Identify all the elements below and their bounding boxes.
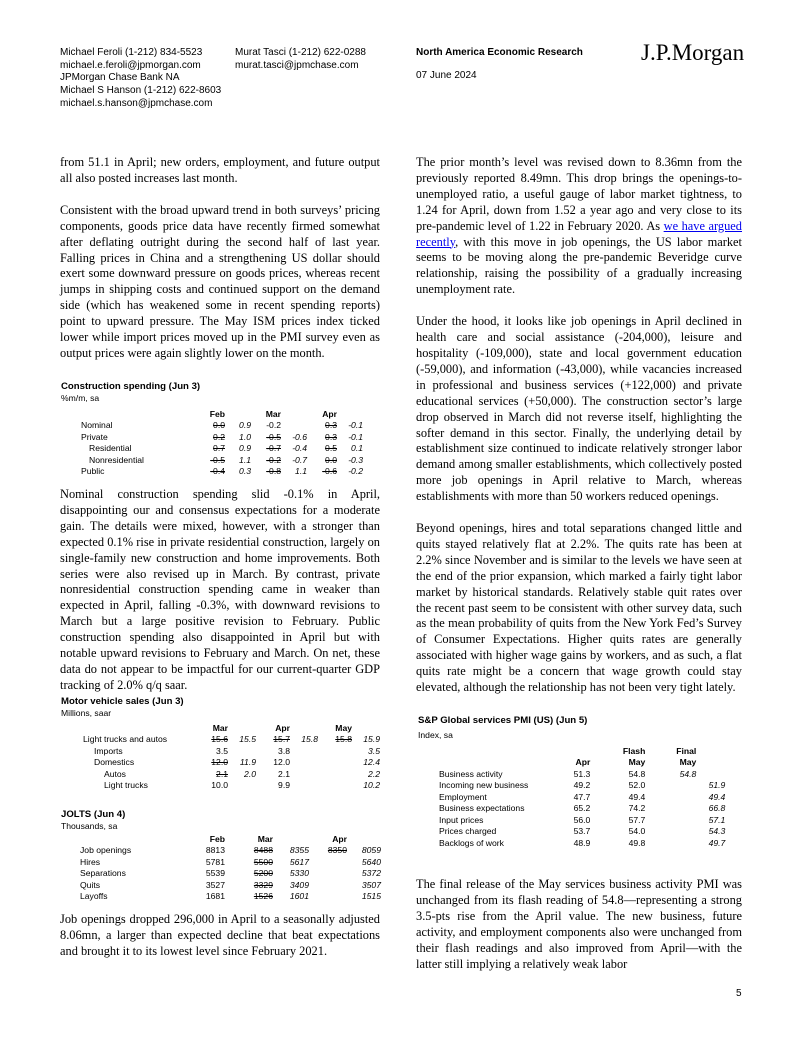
column-header: May — [628, 757, 646, 768]
left-column-end — [60, 912, 380, 960]
left-column — [60, 155, 380, 362]
left-column-body — [60, 487, 380, 694]
author-name-phone: Michael S Hanson (1-212) 622-8603 — [60, 85, 222, 96]
paragraph: Beyond openings, hires and total separations changed little and quits stayed relatively flat at 2.2%. The quits rate has been at 2.2% since November and is similar to the levels we have seen at the end of the prior expansion, which marked a fairly tight labor market by historical standards. Relatively stable quit rates over the recent past seem to be consistent with other survey data, such as the mean probability of quits from the New York Fed’s Survey of Consumer Expectations. Higher quits rates are generally associated with higher wage gains by workers, and as such, a flat quits rate might be a concern that wage growth could stay elevated, although the relationship has not been very tight lately. — [416, 521, 742, 695]
month-header: Mar — [257, 833, 273, 844]
data-table — [61, 722, 380, 791]
table-title: S&P Global services PMI (US) (Jun 5) — [418, 715, 588, 726]
table-row: Backlogs of work 48.9 49.8 49.7 — [439, 837, 726, 848]
author-block-3 — [235, 47, 366, 72]
table-row: Separations 5539 5200 5330 5372 — [80, 868, 381, 879]
table-row: Private 0.2 1.0 -0.5 -0.6 0.3 -0.1 — [81, 431, 363, 442]
author-name-phone: Michael Feroli (1-212) 834-5523 — [60, 47, 203, 58]
table-row: Light trucks 10.0 9.9 10.2 — [104, 780, 380, 791]
column-header: May — [679, 757, 697, 768]
table-unit: Millions, saar — [61, 708, 112, 718]
table-row: Employment 47.7 49.4 49.4 — [439, 791, 726, 802]
jpmorgan-logo: J.P.Morgan — [641, 40, 745, 65]
author-name-phone: Murat Tasci (1-212) 622-0288 — [235, 47, 366, 58]
right-column — [416, 155, 742, 696]
motor-vehicle-sales-table — [61, 696, 391, 791]
table-unit: Index, sa — [418, 730, 453, 740]
table-row: Prices charged 53.7 54.0 54.3 — [439, 826, 726, 837]
table-row: Job openings 8813 8488 8355 8350 8059 — [80, 845, 381, 856]
table-row: Business expectations 65.2 74.2 66.8 — [439, 803, 726, 814]
paragraph: Consistent with the broad upward trend in both surveys’ pricing components, goods price data have recently firmed somewhat after deflating outright during the second half of last year. Falling prices in China and a strengthening US dollar should exert some downward pressure on goods prices, whereas recent jumps in shipping costs and continued support on the demand side (which has weakened some in recent spending reports) point to upward pressure. The May ISM prices index ticked lower while import prices moved up in the PMI survey even as output prices were again slightly lower on the month. — [60, 202, 380, 360]
author-email: murat.tasci@jpmchase.com — [235, 59, 359, 71]
month-header: Apr — [275, 722, 290, 733]
month-header: May — [335, 722, 352, 733]
table-row: Input prices 56.0 57.7 57.1 — [439, 814, 726, 825]
month-header: Mar — [212, 722, 228, 733]
author-block-1 — [60, 47, 202, 85]
author-org: JPMorgan Chase Bank NA — [60, 72, 180, 83]
argued-recently-link[interactable]: we have argued recently — [416, 218, 742, 249]
author-email: michael.s.hanson@jpmchase.com — [60, 97, 213, 109]
paragraph: Under the hood, it looks like job openings in April declined in health care and social assistance (-204,000), leisure and hospitality (-109,000), state and local government education (-59,000), and information (-43,000), while vacancies increased in professional and business services (+122,000) and private educational services (+50,000). The construction sector’s large drop observed in March did not reverse itself, highlighting the softer demand in this sector. Finally, the underlying detail by establishment size continued to indicate relatively stronger labor demand among smaller establishments, which collectively posted more job openings in April relative to March, whereas establishments with more than 50 workers reduced openings. — [416, 314, 742, 504]
table-unit: %m/m, sa — [61, 393, 100, 403]
month-header: Apr — [332, 833, 347, 844]
jolts-table — [61, 809, 391, 902]
table-unit: Thousands, sa — [61, 821, 118, 831]
author-email: michael.e.feroli@jpmorgan.com — [60, 59, 201, 71]
table-row: Layoffs 1681 1526 1601 1515 — [80, 891, 381, 902]
department-name: North America Economic Research — [416, 47, 583, 58]
table-row: Business activity 51.3 54.8 54.8 — [439, 768, 697, 779]
paragraph: The final release of the May services business activity PMI was unchanged from its flash reading of 54.8—representing a strong 3.5-pts rise from the April value. The new business, future activity, and employment components also were unchanged from their flash readings and also improved from April—with the latter still implying a relatively weak labor — [416, 877, 742, 971]
paragraph: Nominal construction spending slid -0.1% in April, disappointing our and consensus expectations for a moderate gain. The details were mixed, however, with a stronger than expected 0.1% rise in private residential construction, largely on single-family new construction and home improvements. Both series were also revised up in March. By contrast, private nonresidential construction spending came in weaker than expected in April, falling -0.3%, with downward revisions to March but a large positive revision to February. Public construction spending also disappointed in April but with notable upward revisions to February and March. On net, these data do not appear to be impactful for our current-quarter GDP tracking of 2.0% q/q saar. — [60, 487, 380, 692]
data-table — [418, 745, 725, 849]
page-number: 5 — [736, 988, 742, 999]
paragraph: from 51.1 in April; new orders, employment, and future output all also posted increases last month. — [60, 155, 380, 185]
paragraph: The prior month’s level was revised down to 8.36mn from the previously reported 8.49mn. This drop brings the openings-to-unemployed ratio, a useful gauge of labor market tightness, to 1.24 for April, down from 1.52 a year ago and very close to its pre-pandemic level of 1.22 in February 2020. As we have argued recently, with this move in job openings, the US labor market seems to be moving along the pre-pandemic Beveridge curve relationship, raising the possibility of a gradually increasing unemployment rate. — [416, 155, 742, 297]
column-header: Flash — [622, 745, 646, 756]
column-header: Final — [676, 745, 697, 756]
table-row: Nominal 0.0 0.9 -0.2 0.3 -0.1 — [81, 420, 363, 431]
month-header: Feb — [209, 833, 225, 844]
table-title: JOLTS (Jun 4) — [61, 809, 126, 820]
report-date: 07 June 2024 — [416, 69, 477, 81]
table-row: Autos 2.1 2.0 2.1 2.2 — [104, 768, 380, 779]
table-row: Nonresidential -0.5 1.1 -0.2 -0.7 0.0 -0.3 — [89, 454, 363, 465]
table-row: Imports 3.5 3.8 3.5 — [94, 745, 380, 756]
table-title: Construction spending (Jun 3) — [61, 381, 201, 392]
month-header: Apr — [322, 408, 337, 419]
table-row: Incoming new business 49.2 52.0 51.9 — [439, 780, 726, 791]
right-column-end — [416, 877, 742, 972]
column-header: Apr — [575, 757, 591, 768]
report-meta — [416, 47, 583, 82]
table-row: Domestics 12.0 11.9 12.0 12.4 — [94, 757, 380, 768]
month-header: Mar — [265, 408, 281, 419]
table-row: Light trucks and autos 15.6 15.5 15.7 15.8 15.8 15.9 — [83, 734, 380, 745]
author-block-2 — [60, 85, 221, 110]
data-table — [61, 408, 363, 477]
table-title: Motor vehicle sales (Jun 3) — [61, 696, 184, 707]
data-table — [61, 833, 381, 902]
table-row: Quits 3527 3329 3409 3507 — [80, 879, 381, 890]
table-row: Public -0.4 0.3 -0.8 1.1 -0.6 -0.2 — [81, 466, 363, 477]
month-header: Feb — [209, 408, 225, 419]
construction-spending-table — [61, 381, 391, 477]
table-row: Hires 5781 5500 5617 5640 — [80, 856, 381, 867]
paragraph: Job openings dropped 296,000 in April to a seasonally adjusted 8.06mn, a larger than expected decline that beat expectations and brought it to its lowest level since February 2021. — [60, 912, 380, 958]
table-row: Residential 0.7 0.9 -0.7 -0.4 0.5 0.1 — [89, 443, 363, 454]
services-pmi-table — [418, 715, 738, 849]
